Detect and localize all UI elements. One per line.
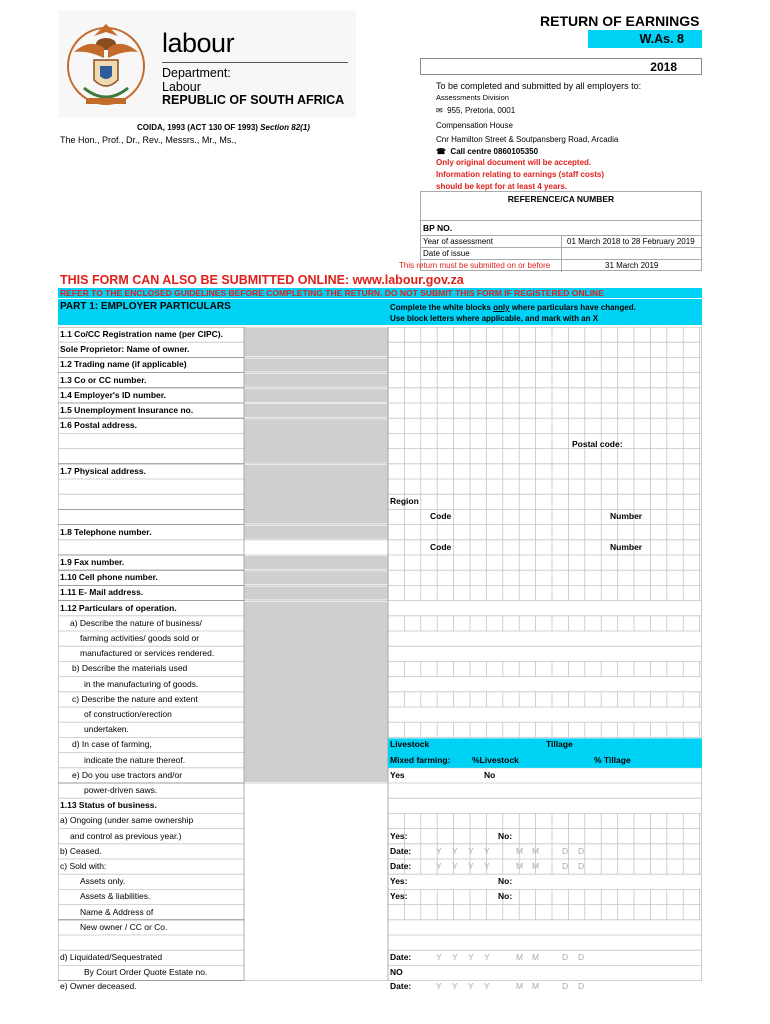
operation-label-c1: c) Describe the nature and extent: [72, 693, 198, 704]
ceased-date-label: Date:: [390, 845, 412, 856]
number-label-2: Number: [610, 541, 643, 552]
guidelines-notice: REFER TO THE ENCLOSED GUIDELINES BEFORE COMPLETING THE RETURN. DO NOT SUBMIT THIS FORM IF REGISTERED ONLINE: [58, 288, 702, 298]
ceased-date-y-placeholder: Y: [468, 845, 474, 856]
ceased-date-d-placeholder: D: [562, 845, 569, 856]
liquidated-date-y-placeholder: Y: [484, 952, 490, 963]
sold-date-y-placeholder: Y: [436, 861, 442, 871]
bp-number-label: BP NO.: [423, 223, 453, 233]
reference-heading: REFERENCE/CA NUMBER: [507, 194, 615, 204]
field-label-r1_7: 1.7 Physical address.: [60, 465, 146, 476]
employer-particulars-form: [58, 327, 702, 992]
brand-divider: [162, 62, 348, 63]
status-label-s_d2: By Court Order Quote Estate no.: [84, 967, 208, 978]
pct-livestock-label: %Livestock: [472, 754, 519, 765]
online-notice: THIS FORM CAN ALSO BE SUBMITTED ONLINE: www.labour.gov.za: [60, 273, 464, 287]
assets-only-no-label: No:: [498, 876, 513, 887]
tillage-label: Tillage: [546, 739, 573, 750]
status-label-s_d1: d) Liquidated/Sequestrated: [60, 952, 163, 963]
part1-title: PART 1: EMPLOYER PARTICULARS: [60, 301, 231, 312]
form-title: RETURN OF EARNINGS: [540, 13, 700, 29]
deceased-date-label: Date:: [390, 981, 412, 992]
status-label-s_c3: Name & Address of: [80, 906, 154, 917]
operation-label-d2: indicate the nature thereof.: [84, 754, 186, 765]
mixed-farming-label: Mixed farming:: [390, 754, 451, 765]
liquidated-date-label: Date:: [390, 952, 412, 963]
field-label-r1_5: 1.5 Unemployment Insurance no.: [60, 405, 194, 415]
envelope-icon: ✉: [436, 106, 443, 115]
field-label-r1_4: 1.4 Employer's ID number.: [60, 389, 166, 400]
status-label-s_c1: Assets only.: [80, 876, 126, 887]
field-label-r1_11: 1.11 E- Mail address.: [60, 587, 144, 598]
assets-liabilities-yes-label: Yes:: [390, 891, 408, 902]
deceased-date-m-placeholder: M: [516, 981, 524, 992]
ongoing-no-label: No:: [498, 830, 513, 841]
liquidated-date-y-placeholder: Y: [452, 952, 458, 963]
operation-label-a2: farming activities/ goods sold or: [80, 633, 200, 643]
status-heading: 1.13 Status of business.: [60, 800, 157, 811]
ceased-date-y-placeholder: Y: [484, 845, 490, 856]
ceased-date-y-placeholder: Y: [436, 845, 442, 856]
sold-date-y-placeholder: Y: [468, 861, 474, 871]
part1-header: [58, 299, 702, 325]
sold-date-d-placeholder: D: [562, 861, 569, 871]
ceased-date-y-placeholder: Y: [452, 845, 458, 856]
number-label: Number: [610, 511, 643, 522]
pct-tillage-label: % Tillage: [594, 754, 631, 765]
field-label-r1_3: 1.3 Co or CC number.: [60, 374, 147, 385]
complete-instruction-1: Complete the white blocks only where particulars have changed.: [390, 303, 636, 312]
ceased-date-m-placeholder: M: [516, 845, 524, 856]
salutation: The Hon., Prof., Dr., Rev., Messrs., Mr., Ms.,: [60, 135, 237, 145]
tractors-yes-label: Yes: [390, 769, 405, 780]
ongoing-yes-label: Yes:: [390, 830, 408, 841]
po-box: 955, Pretoria, 0001: [447, 106, 516, 115]
status-label-s_b: b) Ceased.: [60, 845, 102, 856]
liquidated-date-d-placeholder: D: [578, 952, 585, 963]
livestock-label: Livestock: [390, 739, 430, 750]
operation-label-d1: d) In case of farming,: [72, 739, 152, 750]
liquidated-date-m-placeholder: M: [532, 952, 540, 963]
brand-name: labour: [162, 28, 235, 58]
submission-deadline-value: 31 March 2019: [605, 261, 659, 270]
field-label-r1_1b: Sole Proprietor: Name of owner.: [60, 344, 190, 355]
sold-date-y-placeholder: Y: [452, 861, 458, 871]
operation-label-a3: manufactured or services rendered.: [80, 648, 215, 659]
field-label-r1_10: 1.10 Cell phone number.: [60, 572, 158, 583]
postal-code-label: Postal code:: [572, 439, 623, 450]
deceased-date-m-placeholder: M: [532, 981, 540, 992]
assets-liabilities-no-label: No:: [498, 891, 513, 902]
operation-label-a1: a) Describe the nature of business/: [70, 617, 202, 628]
year-of-assessment-label: Year of assessment: [423, 237, 493, 246]
sold-date-label: Date:: [390, 861, 412, 871]
deceased-date-d-placeholder: D: [562, 981, 569, 992]
coat-of-arms-icon: [64, 14, 148, 114]
earnings-note: Information relating to earnings (staff costs): [436, 170, 605, 179]
code-label-2: Code: [430, 541, 452, 552]
phone-icon: ☎: [436, 147, 446, 156]
liquidated-date-d-placeholder: D: [562, 952, 569, 963]
tractors-no-label: No: [484, 769, 496, 780]
call-centre-line: [436, 147, 538, 156]
ceased-date-m-placeholder: M: [532, 845, 540, 856]
submission-deadline-label: This return must be submitted on or before: [399, 261, 551, 270]
deceased-date-y-placeholder: Y: [452, 981, 458, 992]
ceased-date-d-placeholder: D: [578, 845, 585, 856]
liquidated-date-m-placeholder: M: [516, 952, 524, 963]
field-label-r1_8: 1.8 Telephone number.: [60, 526, 152, 537]
status-label-s_a2: and control as previous year.): [70, 830, 182, 841]
sold-date-d-placeholder: D: [578, 861, 585, 871]
year-of-assessment-value: 01 March 2018 to 28 February 2019: [567, 237, 695, 246]
sold-date-y-placeholder: Y: [484, 861, 490, 871]
region-label: Region: [390, 496, 419, 507]
date-of-issue-label: Date of issue: [423, 249, 470, 258]
department-line-2: Labour: [162, 80, 201, 94]
coida-reference: COIDA, 1993 (ACT 130 OF 1993) Section 82(1): [137, 123, 310, 132]
field-label-r1_1: 1.1 Co/CC Registration name (per CIPC).: [60, 329, 223, 339]
field-label-r1_6: 1.6 Postal address.: [60, 420, 138, 431]
assets-only-yes-label: Yes:: [390, 876, 408, 887]
estate-no-label: NO: [390, 967, 403, 978]
form-code: W.As. 8: [588, 30, 702, 48]
assessments-division: Assessments Division: [436, 93, 509, 102]
department-line-1: Department:: [162, 66, 231, 80]
status-label-s_e: e) Owner deceased.: [60, 981, 137, 992]
submission-intro: To be completed and submitted by all employers to:: [436, 81, 642, 91]
deceased-date-y-placeholder: Y: [468, 981, 474, 992]
status-label-s_c: c) Sold with:: [60, 861, 107, 871]
operation-label-c2: of construction/erection: [84, 709, 172, 719]
operation-label-b1: b) Describe the materials used: [72, 663, 188, 674]
call-centre: Call centre 0860105350: [450, 147, 539, 156]
status-label-s_c2: Assets & liabilities.: [80, 891, 151, 902]
sold-date-m-placeholder: M: [532, 861, 540, 871]
code-label: Code: [430, 511, 452, 522]
form-year: 2018: [420, 58, 702, 75]
status-label-s_c4: New owner / CC or Co.: [80, 921, 168, 932]
sold-date-m-placeholder: M: [516, 861, 524, 871]
deceased-date-d-placeholder: D: [578, 981, 585, 992]
complete-instruction-2: Use block letters where applicable, and mark with an X: [390, 314, 599, 323]
original-note: Only original document will be accepted.: [436, 158, 592, 167]
operation-label-b2: in the manufacturing of goods.: [84, 678, 199, 689]
deceased-date-y-placeholder: Y: [484, 981, 490, 992]
compensation-house: Compensation House: [436, 121, 513, 130]
reference-box: [399, 191, 702, 271]
retention-note: should be kept for at least 4 years.: [436, 182, 568, 191]
liquidated-date-y-placeholder: Y: [436, 952, 442, 963]
status-label-s_a1: a) Ongoing (under same ownership: [60, 815, 194, 826]
field-label-r1_2: 1.2 Trading name (if applicable): [60, 359, 187, 370]
liquidated-date-y-placeholder: Y: [468, 952, 474, 963]
operation-label-c3: undertaken.: [84, 724, 129, 735]
po-box-line: [436, 106, 515, 115]
department-line-3: REPUBLIC OF SOUTH AFRICA: [162, 93, 345, 107]
field-label-r1_12: 1.12 Particulars of operation.: [60, 602, 177, 613]
operation-label-e2: power-driven saws.: [84, 785, 158, 795]
operation-label-e1: e) Do you use tractors and/or: [72, 769, 183, 780]
field-label-r1_9: 1.9 Fax number.: [60, 557, 125, 567]
street-address: Cnr Hamilton Street & Soutpansberg Road, Arcadia: [436, 135, 619, 144]
deceased-date-y-placeholder: Y: [436, 981, 442, 992]
